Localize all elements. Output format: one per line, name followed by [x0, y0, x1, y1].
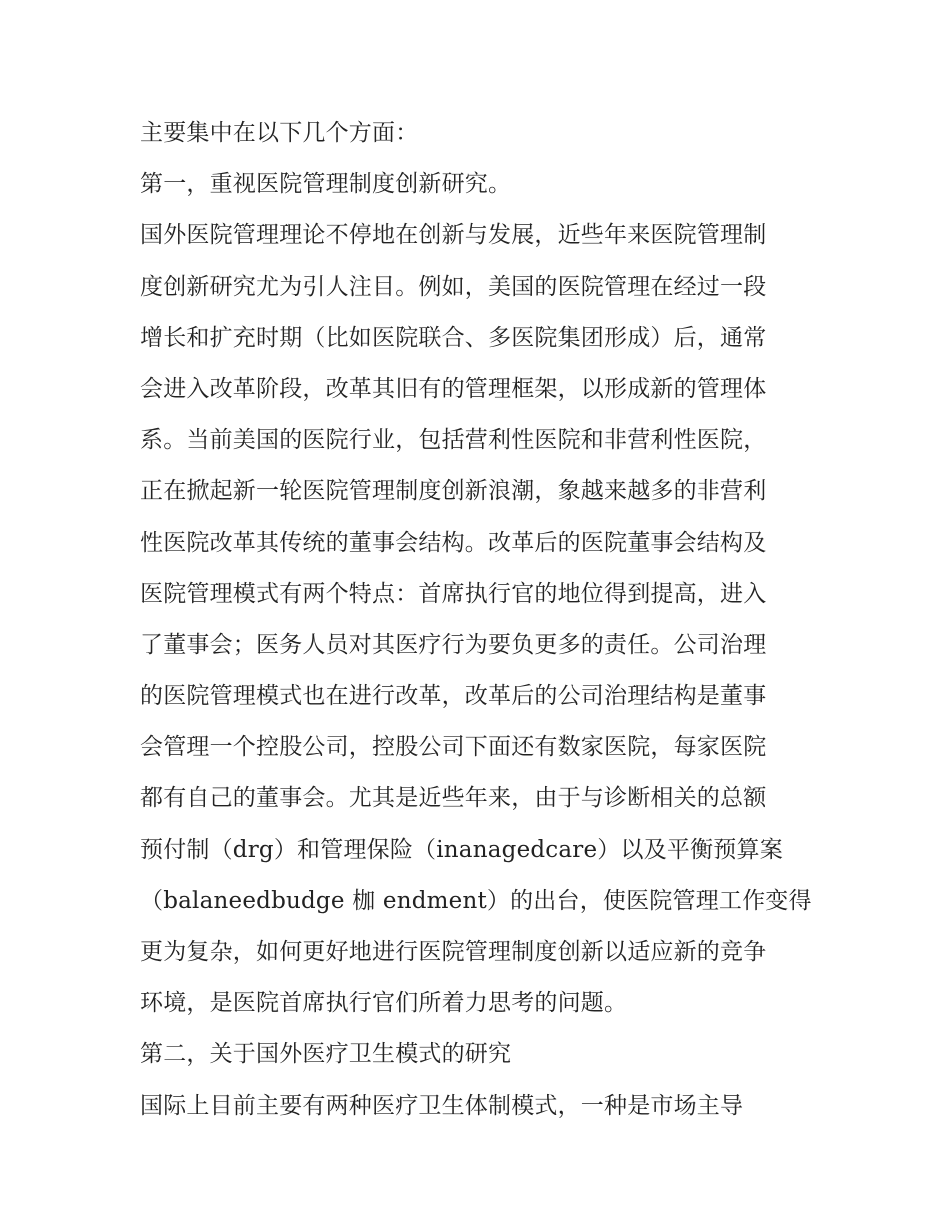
- text-line: 第一，重视医院管理制度创新研究。: [140, 171, 512, 198]
- text-line: 第二，关于国外医疗卫生模式的研究: [140, 1041, 512, 1068]
- text-line: 更为复杂，如何更好地进行医院管理制度创新以适应新的竞争: [140, 939, 767, 965]
- text-line: 度创新研究尤为引人注目。例如，美国的医院管理在经过一段: [140, 273, 767, 300]
- text-line: 主要集中在以下几个方面：: [140, 120, 419, 146]
- text-line: 的医院管理模式也在进行改革，改革后的公司治理结构是董事: [140, 683, 767, 710]
- text-line: 正在掀起新一轮医院管理制度创新浪潮，象越来越多的非营利: [140, 478, 767, 505]
- text-line: 国际上目前主要有两种医疗卫生体制模式，一种是市场主导: [140, 1092, 744, 1119]
- text-line: 医院管理模式有两个特点：首席执行官的地位得到提高，进入: [140, 580, 767, 607]
- text-line: 预付制（drg）和管理保险（inanagedcare）以及平衡预算案: [140, 836, 783, 863]
- text-line: 环境，是医院首席执行官们所着力思考的问题。: [140, 990, 628, 1017]
- text-line: 系。当前美国的医院行业，包括营利性医院和非营利性医院，: [140, 427, 767, 454]
- text-line: 会管理一个控股公司，控股公司下面还有数家医院，每家医院: [140, 734, 767, 761]
- document-body: [140, 108, 820, 1132]
- text-line: 会进入改革阶段，改革其旧有的管理框架，以形成新的管理体: [140, 375, 767, 402]
- text-line: 国外医院管理理论不停地在创新与发展，近些年来医院管理制: [140, 222, 767, 249]
- text-line: 性医院改革其传统的董事会结构。改革后的医院董事会结构及: [140, 529, 767, 556]
- text-line: 增长和扩充时期（比如医院联合、多医院集团形成）后，通常: [140, 324, 767, 351]
- text-line: （balaneedbudge 枷 endment）的出台，使医院管理工作变得: [140, 887, 812, 914]
- text-line: 都有自己的董事会。尤其是近些年来，由于与诊断相关的总额: [140, 785, 767, 812]
- text-line: 了董事会；医务人员对其医疗行为要负更多的责任。公司治理: [140, 631, 767, 658]
